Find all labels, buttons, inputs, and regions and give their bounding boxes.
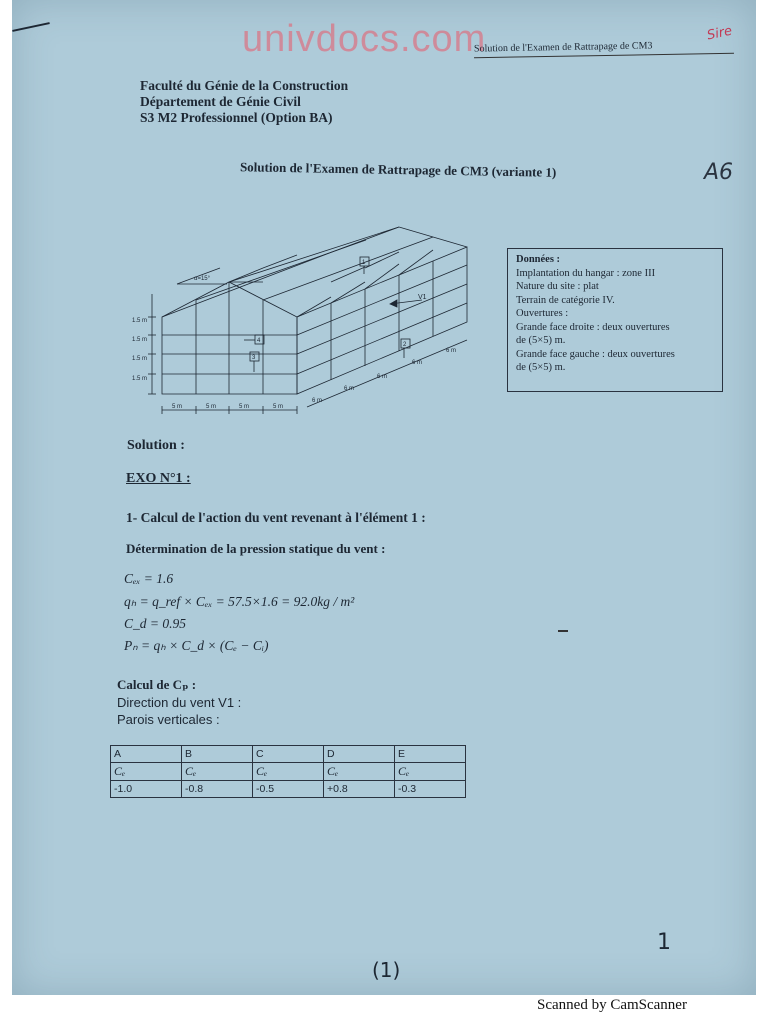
institution-line-1: Faculté du Génie de la Construction — [140, 78, 349, 93]
length-label: 6 m — [412, 360, 423, 366]
table-row — [111, 746, 466, 763]
data-line: Implantation du hangar : zone III — [516, 267, 656, 279]
document-title: Solution de l'Examen de Rattrapage de CM3 (variante 1) — [239, 159, 557, 180]
angle-label: α=15° — [194, 276, 211, 282]
length-label: 6 m — [312, 398, 323, 404]
data-line: Nature du site : plat — [516, 281, 599, 292]
element-label-2: 2 — [403, 342, 407, 348]
table-cell: Cₑ — [182, 763, 253, 781]
roof-front-slope — [162, 222, 399, 317]
table-row — [111, 781, 466, 798]
length-label: 6 m — [377, 374, 388, 380]
table-cell: Cₑ — [395, 763, 466, 781]
section-heading: Calcul de Cₚ : — [117, 677, 197, 692]
table-cell: +0.8 — [324, 781, 395, 798]
height-label: 1.5 m — [132, 318, 148, 324]
equation-ce: Cₑₓ = 1.6 — [124, 571, 174, 586]
scanned-page — [12, 0, 756, 995]
table-header-cell: A — [111, 746, 182, 763]
equation-qh: qₕ = q_ref × Cₑₓ = 57.5×1.6 = 92.0kg / m² — [124, 594, 355, 609]
table-header-cell: D — [324, 746, 395, 763]
walls-text: Parois verticales : — [117, 712, 220, 727]
exercise-heading: EXO N°1 : — [126, 471, 191, 486]
solution-heading: Solution : — [127, 438, 185, 453]
data-line: Grande face droite : deux ouvertures — [516, 321, 670, 333]
table-header-cell: B — [182, 746, 253, 763]
table-cell: Cₑ — [253, 763, 324, 781]
data-line: de (5×5) m. — [516, 335, 566, 346]
length-label: 6 m — [446, 348, 457, 354]
width-label: 5 m — [273, 404, 284, 410]
equation-pn: Pₙ = qₕ × C_d × (Cₑ − Cᵢ) — [124, 638, 269, 653]
table-cell: -0.3 — [395, 781, 466, 798]
table-cell: Cₑ — [324, 763, 395, 781]
front-gable-wall — [162, 282, 297, 394]
table-row — [111, 763, 466, 781]
width-label: 5 m — [206, 404, 217, 410]
length-label: 6 m — [344, 386, 355, 392]
wind-label: V1 — [418, 294, 427, 301]
element-label-1: 1 — [362, 260, 366, 266]
height-label: 1.5 m — [132, 337, 148, 343]
page-number: (1) — [372, 958, 401, 982]
step-heading: 1- Calcul de l'action du vent revenant à l'élément 1 : — [126, 510, 426, 525]
handwritten-annotation: Sire — [705, 23, 734, 44]
width-label: 5 m — [172, 404, 183, 410]
data-line: Grande face gauche : deux ouvertures — [516, 348, 675, 360]
table-cell: -1.0 — [111, 781, 182, 798]
wind-direction-text: Direction du vent V1 : — [117, 695, 242, 710]
data-box-heading: Données : — [516, 254, 561, 265]
data-line: Terrain de catégorie IV. — [516, 294, 615, 306]
table-cell: Cₑ — [111, 763, 182, 781]
section-heading: Détermination de la pression statique du vent : — [126, 541, 386, 556]
equation-cd: C_d = 0.95 — [124, 616, 186, 631]
handwritten-code: A6 — [704, 160, 734, 185]
table-header-cell: E — [395, 746, 466, 763]
element-label-3: 3 — [252, 355, 256, 361]
pen-mark — [558, 630, 568, 632]
cp-table — [110, 745, 466, 798]
width-label: 5 m — [239, 404, 250, 410]
pen-stroke — [12, 22, 50, 32]
table-cell: -0.8 — [182, 781, 253, 798]
element-label-4: 4 — [257, 338, 261, 344]
data-box — [507, 248, 723, 392]
side-wall — [297, 247, 467, 394]
institution-line-3: S3 M2 Professionnel (Option BA) — [140, 110, 333, 125]
table-cell: -0.5 — [253, 781, 324, 798]
data-line: Ouvertures : — [516, 308, 569, 319]
height-label: 1.5 m — [132, 376, 148, 382]
running-header: Solution de l'Examen de Rattrapage de CM3 — [473, 40, 653, 55]
institution-line-2: Département de Génie Civil — [140, 94, 301, 109]
handwritten-page-number: 1 — [657, 930, 671, 955]
table-header-cell: C — [253, 746, 324, 763]
height-label: 1.5 m — [132, 356, 148, 362]
data-line: de (5×5) m. — [516, 362, 566, 373]
watermark: univdocs.com — [242, 18, 487, 60]
hangar-figure — [132, 222, 477, 422]
scan-footer: Scanned by CamScanner — [537, 997, 687, 1013]
